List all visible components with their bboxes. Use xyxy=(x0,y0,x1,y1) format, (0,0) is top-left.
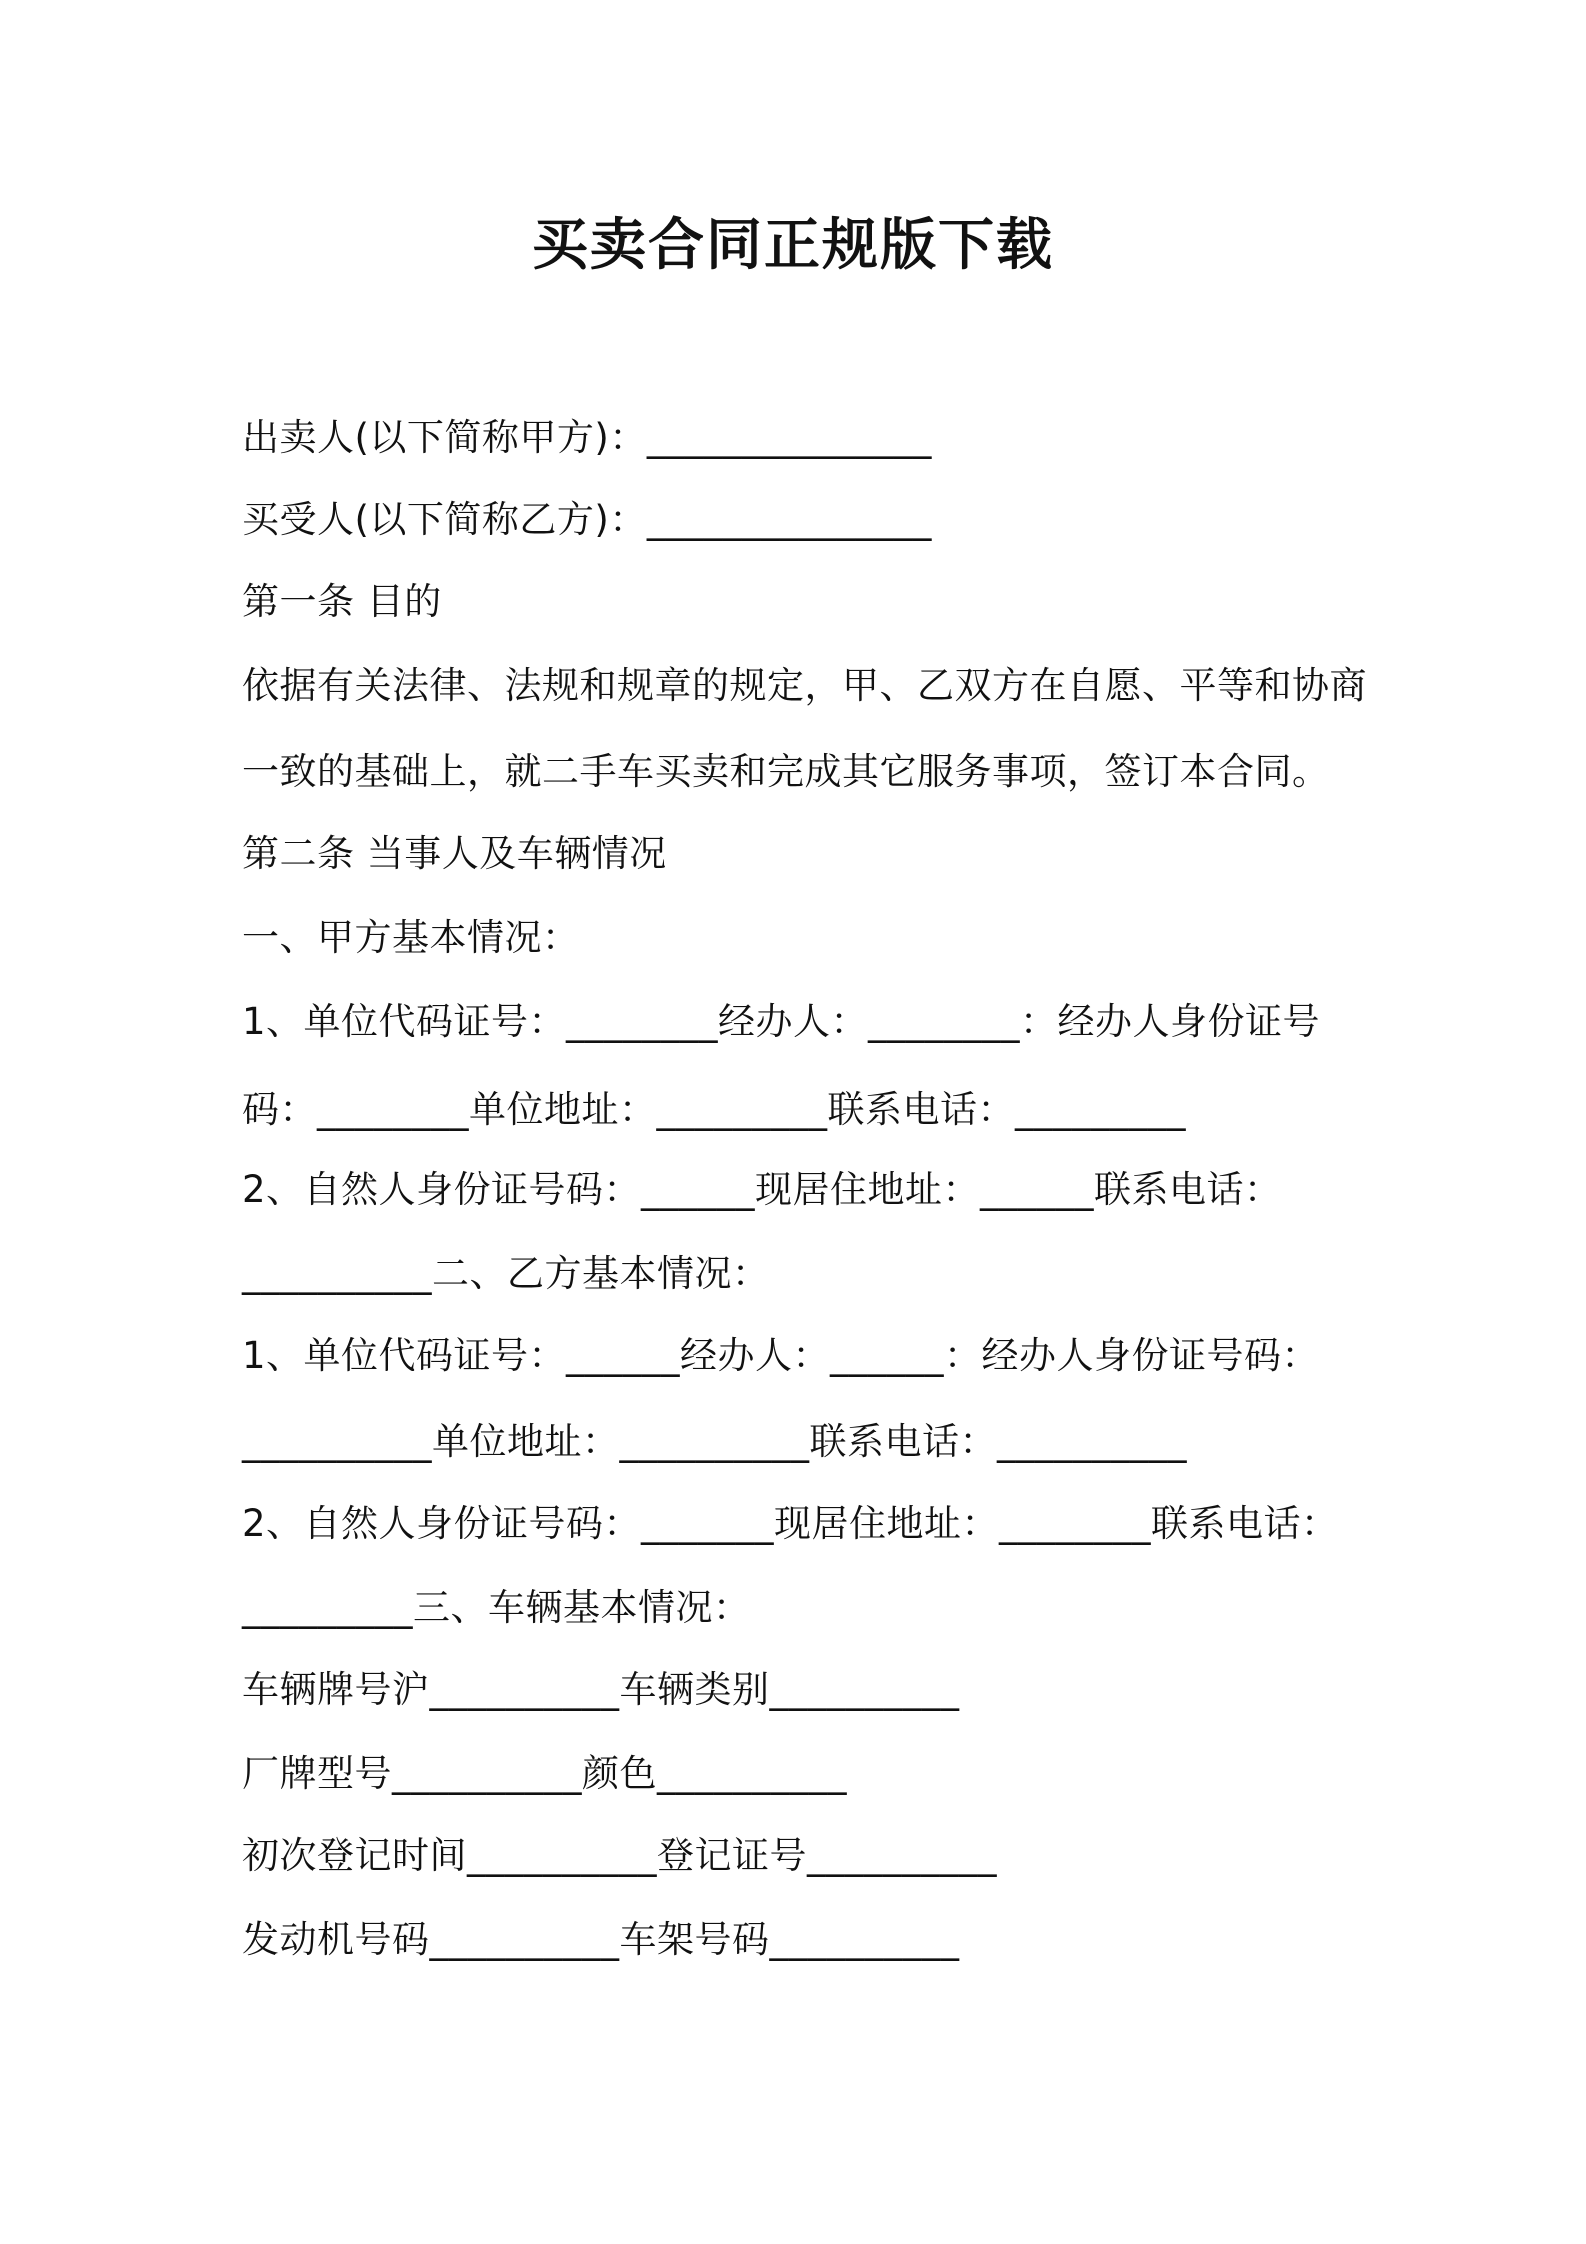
party-a-heading: 一、甲方基本情况： xyxy=(242,916,580,959)
article-2-heading: 第二条 当事人及车辆情况 xyxy=(242,832,667,875)
vehicle-heading-line: _________三、车辆基本情况： xyxy=(242,1586,751,1629)
party-b-heading-line: __________二、乙方基本情况： xyxy=(242,1252,770,1295)
party-a-unit-line-2: 码：________单位地址：_________联系电话：_________ xyxy=(242,1088,1186,1131)
buyer-line: 买受人(以下简称乙方)：_______________ xyxy=(242,498,932,541)
party-a-person-line-1: 2、自然人身份证号码：______现居住地址：______联系电话： xyxy=(242,1168,1282,1211)
vehicle-engine-line: 发动机号码__________车架号码__________ xyxy=(242,1918,960,1961)
party-b-unit-line-1: 1、单位代码证号：______经办人：______：经办人身份证号码： xyxy=(242,1334,1320,1377)
vehicle-plate-line: 车辆牌号沪__________车辆类别__________ xyxy=(242,1668,960,1711)
article-1-text-line-1: 依据有关法律、法规和规章的规定，甲、乙双方在自愿、平等和协商 xyxy=(242,664,1367,707)
vehicle-registration-line: 初次登记时间__________登记证号__________ xyxy=(242,1834,997,1877)
article-1-text-line-2: 一致的基础上，就二手车买卖和完成其它服务事项，签订本合同。 xyxy=(242,750,1330,793)
document-title: 买卖合同正规版下载 xyxy=(532,213,1054,278)
seller-line: 出卖人(以下简称甲方)：_______________ xyxy=(242,416,932,459)
party-b-person-line-1: 2、自然人身份证号码：_______现居住地址：________联系电话： xyxy=(242,1502,1339,1545)
party-b-unit-line-2: __________单位地址：__________联系电话：__________ xyxy=(242,1420,1187,1463)
party-a-unit-line-1: 1、单位代码证号：________经办人：________：经办人身份证号 xyxy=(242,1000,1321,1043)
vehicle-model-line: 厂牌型号__________颜色__________ xyxy=(242,1752,847,1795)
article-1-heading: 第一条 目的 xyxy=(242,580,442,623)
